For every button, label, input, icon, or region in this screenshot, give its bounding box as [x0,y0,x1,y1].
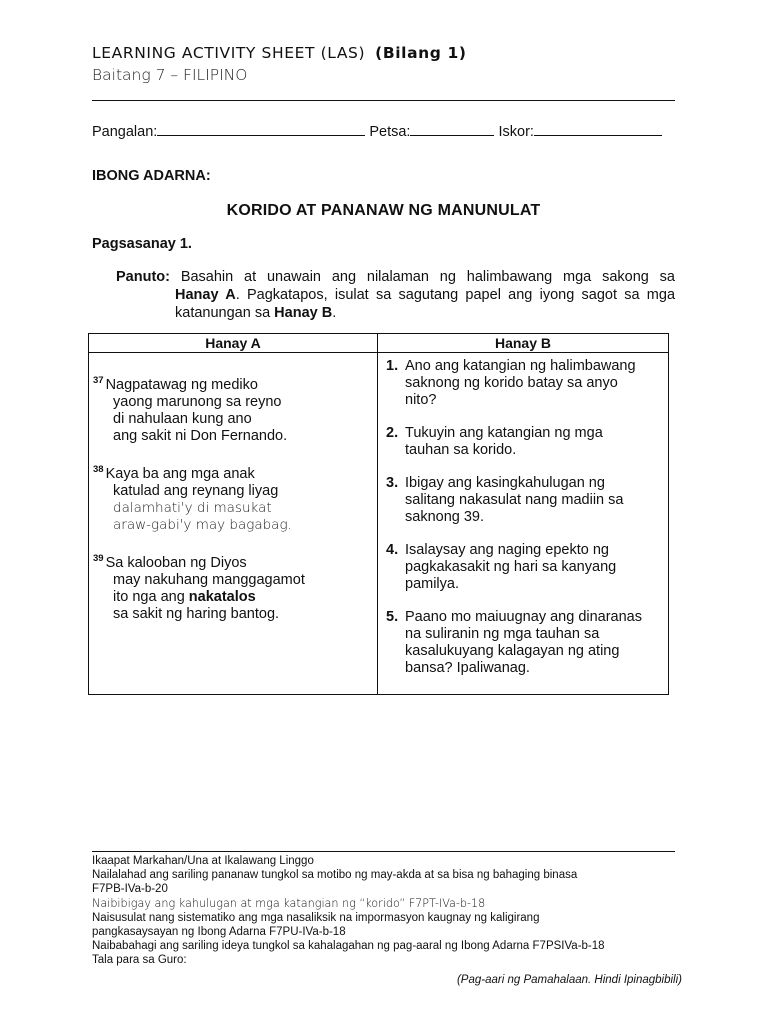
instructions-line3-end: . [332,305,337,321]
stanza-38 [93,461,373,534]
stanza-line: sa sakit ng haring bantog. [113,606,280,622]
question-line: tauhan sa korido. [405,442,517,458]
hanay-table [88,333,669,695]
question-line: Tukuyin ang katangian ng mga [405,425,603,441]
emphasized-word: nakatalos [188,589,256,605]
instructions-line2: . Pagkatapos, isulat sa sagutang papel ang iyong sagot sa mga [235,287,676,303]
question-number: 4. [386,542,399,558]
stanza-line: araw-gabi'y may bagabag. [113,517,292,533]
hanay-b-header: Hanay B [494,335,552,351]
stanza-number: 38 [93,464,104,475]
footer-line: Naibibigay ang kahulugan at mga katangian ng “korido” F7PT-IVa-b-18 [92,896,486,910]
stanza-line: katulad ang reynang liyag [113,483,279,499]
question-line: nito? [405,392,437,408]
question-line: Paano mo maiuugnay ang dinaranas [405,609,642,625]
question-line: saknong ng korido batay sa anyo [405,375,618,391]
footer-line: pangkasaysayan ng Ibong Adarna F7PU-IVa-b-18 [92,926,346,939]
date-label: Petsa: [369,124,411,140]
date-blank[interactable] [410,121,494,136]
question-line: na suliranin ng mga tauhan sa [405,626,600,642]
question-line: kasalukuyang kalagayan ng ating [405,643,620,659]
name-blank[interactable] [157,121,365,136]
question-3 [386,475,661,526]
instructions [116,268,675,322]
stanza-line: di nahulaan kung ano [113,411,252,427]
stanza-number: 39 [93,553,104,564]
stanza-line: ang sakit ni Don Fernando. [113,428,288,444]
instructions-lead: Panuto: [116,269,170,285]
footer-line: F7PB-IVa-b-20 [92,883,168,896]
header-divider [92,100,675,101]
sheet-title [92,44,467,62]
question-4 [386,542,661,593]
footer-divider [92,851,675,852]
stanza-line: Kaya ba ang mga anak [105,466,255,482]
stanza-line: Nagpatawag ng mediko [105,377,258,393]
hanay-b-column [386,358,661,693]
stanza-line: may nakuhang manggagamot [113,572,305,588]
hanay-a-header: Hanay A [205,335,261,351]
score-blank[interactable] [534,121,662,136]
footer-line: Nailalahad ang sariling pananaw tungkol sa motibo ng may-akda at sa bisa ng bahaging binasa [92,869,578,882]
footer-line: Tala para sa Guro: [92,954,187,967]
question-2 [386,425,661,459]
question-line: pamilya. [405,576,459,592]
instructions-line3: katanungan sa [175,305,275,321]
question-line: salitang nakasulat nang madiin sa [405,492,624,508]
header-row-divider [89,352,668,353]
footer-line: Naisusulat nang sistematiko ang mga nasaliksik na impormasyon kaugnay ng kaligirang [92,911,540,924]
lesson-heading: KORIDO AT PANANAW NG MANUNULAT [226,202,541,219]
footer-line: Ikaapat Markahan/Una at Ikalawang Linggo [92,855,314,867]
hanay-a-column [93,372,373,639]
student-info-row [92,121,675,140]
stanza-line: yaong marunong sa reyno [113,394,282,410]
question-number: 1. [386,358,399,374]
question-number: 3. [386,475,399,491]
topic-label: IBONG ADARNA: [92,168,211,184]
instructions-hanay-a: Hanay A [175,287,236,303]
instructions-line1: Basahin at unawain ang nilalaman ng halimbawang mga sakong sa [180,269,675,285]
question-number: 2. [386,425,399,441]
score-label: Iskor: [498,124,534,140]
footer-line: Naibabahagi ang sariling ideya tungkol sa kahalagahan ng pag-aaral ng Ibong Adarna F7PSIVa-b-18 [92,940,605,953]
question-1 [386,358,661,409]
footer-notes [92,854,682,968]
stanza-line: ito nga ang [113,589,189,605]
question-line: saknong 39. [405,509,485,525]
stanza-line: Sa kalooban ng Diyos [105,555,247,571]
stanza-number: 37 [93,375,104,386]
question-line: Ibigay ang kasingkahulugan ng [405,475,605,491]
instructions-hanay-b: Hanay B [274,305,333,321]
question-line: Isalaysay ang naging epekto ng [405,542,609,558]
stanza-line: dalamhati'y di masukat [113,500,272,516]
ownership-note: (Pag-aari ng Pamahalaan. Hindi Ipinagbibili) [456,974,682,986]
grade-subject: Baitang 7 – FILIPINO [92,66,248,84]
column-divider [377,334,378,694]
question-5 [386,609,661,677]
sheet-number: (Bilang 1) [375,44,467,62]
question-line: Ano ang katangian ng halimbawang [405,358,636,374]
stanza-39 [93,550,373,623]
question-line: bansa? Ipaliwanag. [405,660,530,676]
sheet-title-text: LEARNING ACTIVITY SHEET (LAS) [92,44,366,62]
question-line: pagkakasakit ng hari sa kanyang [405,559,617,575]
stanza-37 [93,372,373,445]
exercise-label: Pagsasanay 1. [92,236,192,252]
name-label: Pangalan: [92,124,158,140]
question-number: 5. [386,609,399,625]
